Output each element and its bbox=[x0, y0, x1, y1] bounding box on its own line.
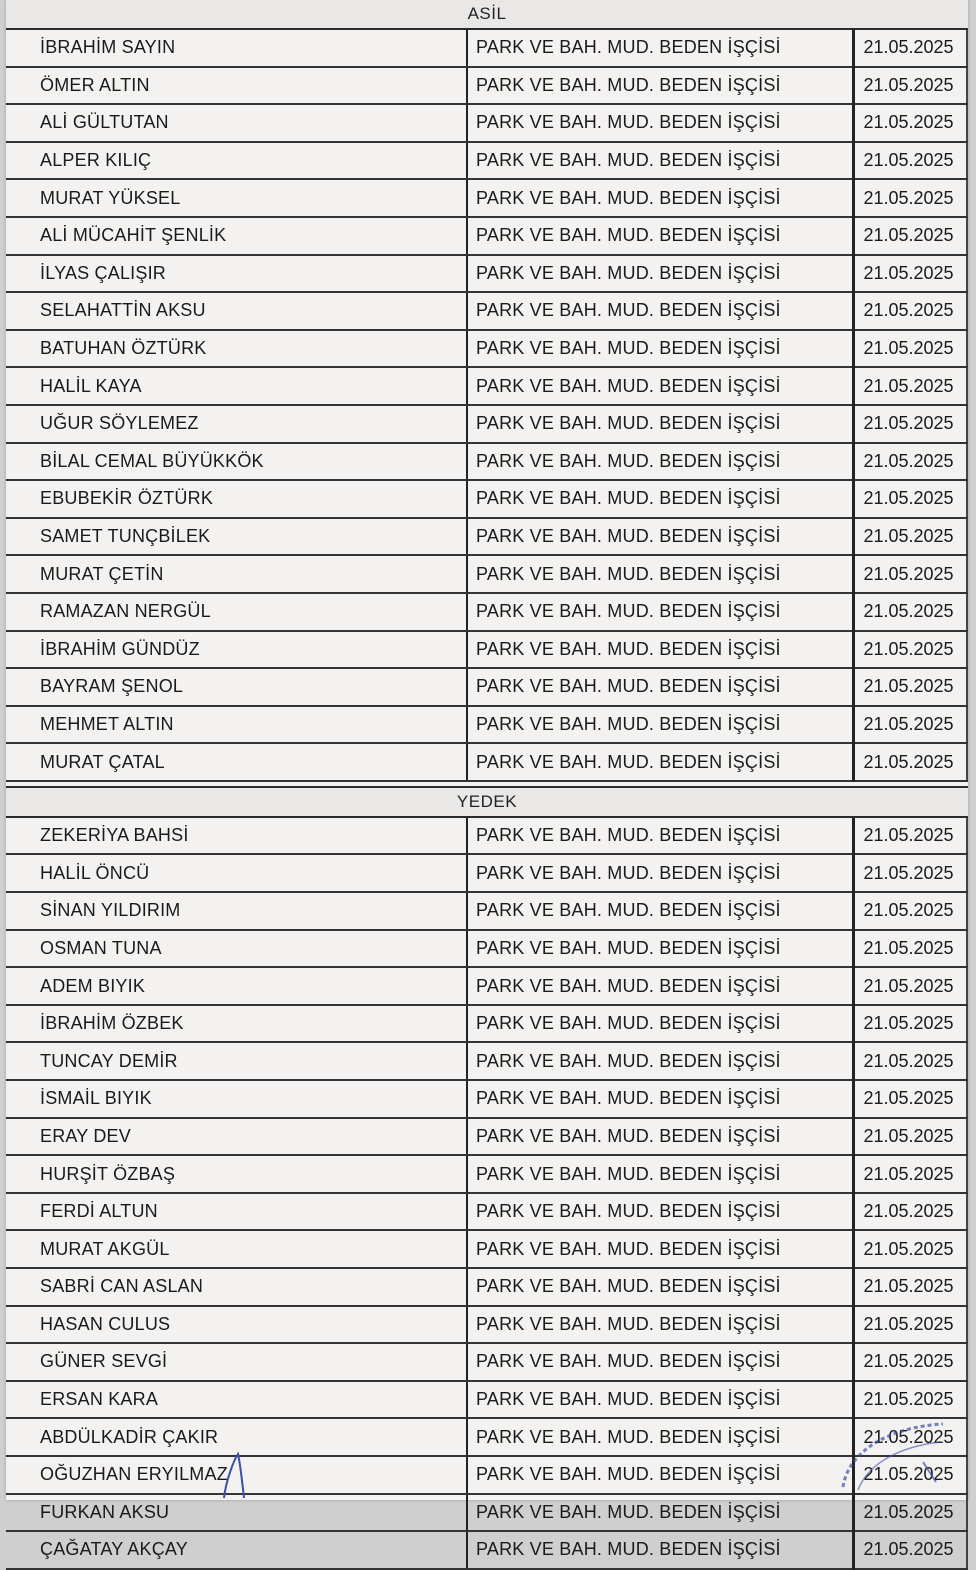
position-cell: PARK VE BAH. MUD. BEDEN İŞÇİSİ bbox=[467, 367, 854, 405]
position-cell: PARK VE BAH. MUD. BEDEN İŞÇİSİ bbox=[467, 892, 854, 930]
position-cell: PARK VE BAH. MUD. BEDEN İŞÇİSİ bbox=[467, 480, 854, 518]
date-cell: 21.05.2025 bbox=[854, 518, 968, 556]
date-cell: 21.05.2025 bbox=[854, 1531, 968, 1569]
table-row bbox=[6, 1230, 967, 1268]
position-cell: PARK VE BAH. MUD. BEDEN İŞÇİSİ bbox=[467, 255, 854, 293]
name-cell: TUNCAY DEMİR bbox=[6, 1042, 467, 1080]
name-cell: GÜNER SEVGİ bbox=[6, 1343, 467, 1381]
document-page bbox=[6, 0, 968, 1560]
position-cell: PARK VE BAH. MUD. BEDEN İŞÇİSİ bbox=[467, 967, 854, 1005]
position-cell: PARK VE BAH. MUD. BEDEN İŞÇİSİ bbox=[467, 818, 854, 855]
name-cell: SİNAN YILDIRIM bbox=[6, 892, 467, 930]
position-cell: PARK VE BAH. MUD. BEDEN İŞÇİSİ bbox=[467, 1456, 854, 1494]
table-row bbox=[6, 255, 967, 293]
name-cell: ERAY DEV bbox=[6, 1118, 467, 1156]
date-cell: 21.05.2025 bbox=[854, 593, 968, 631]
name-cell: ÇAĞATAY AKÇAY bbox=[6, 1531, 467, 1569]
position-cell: PARK VE BAH. MUD. BEDEN İŞÇİSİ bbox=[467, 67, 854, 105]
date-cell: 21.05.2025 bbox=[854, 1268, 968, 1306]
position-cell: PARK VE BAH. MUD. BEDEN İŞÇİSİ bbox=[467, 1418, 854, 1456]
table-row bbox=[6, 217, 967, 255]
date-cell: 21.05.2025 bbox=[854, 1230, 968, 1268]
position-cell: PARK VE BAH. MUD. BEDEN İŞÇİSİ bbox=[467, 330, 854, 368]
position-cell: PARK VE BAH. MUD. BEDEN İŞÇİSİ bbox=[467, 518, 854, 556]
name-cell: HURŞİT ÖZBAŞ bbox=[6, 1155, 467, 1193]
table-row bbox=[6, 367, 967, 405]
date-cell: 21.05.2025 bbox=[854, 1118, 968, 1156]
section-header-yedek: YEDEK bbox=[6, 786, 968, 818]
date-cell: 21.05.2025 bbox=[854, 854, 968, 892]
date-cell: 21.05.2025 bbox=[854, 480, 968, 518]
table-row bbox=[6, 1155, 967, 1193]
name-cell: ÖMER ALTIN bbox=[6, 67, 467, 105]
position-cell: PARK VE BAH. MUD. BEDEN İŞÇİSİ bbox=[467, 743, 854, 781]
position-cell: PARK VE BAH. MUD. BEDEN İŞÇİSİ bbox=[467, 1343, 854, 1381]
position-cell: PARK VE BAH. MUD. BEDEN İŞÇİSİ bbox=[467, 104, 854, 142]
table-row bbox=[6, 142, 967, 180]
table-row bbox=[6, 1080, 967, 1118]
name-cell: HALİL ÖNCÜ bbox=[6, 854, 467, 892]
table-row bbox=[6, 1042, 967, 1080]
table-row bbox=[6, 1193, 967, 1231]
table-row bbox=[6, 1306, 967, 1344]
date-cell: 21.05.2025 bbox=[854, 330, 968, 368]
name-cell: MURAT YÜKSEL bbox=[6, 179, 467, 217]
table-row bbox=[6, 104, 967, 142]
section-header-asil: ASİL bbox=[6, 0, 968, 30]
table-row bbox=[6, 1531, 967, 1569]
position-cell: PARK VE BAH. MUD. BEDEN İŞÇİSİ bbox=[467, 1155, 854, 1193]
position-cell: PARK VE BAH. MUD. BEDEN İŞÇİSİ bbox=[467, 1268, 854, 1306]
position-cell: PARK VE BAH. MUD. BEDEN İŞÇİSİ bbox=[467, 1381, 854, 1419]
name-cell: SELAHATTİN AKSU bbox=[6, 292, 467, 330]
date-cell: 21.05.2025 bbox=[854, 1381, 968, 1419]
table-row bbox=[6, 405, 967, 443]
table-row bbox=[6, 30, 967, 67]
table-row bbox=[6, 1381, 967, 1419]
date-cell: 21.05.2025 bbox=[854, 1418, 968, 1456]
table-row bbox=[6, 1005, 967, 1043]
position-cell: PARK VE BAH. MUD. BEDEN İŞÇİSİ bbox=[467, 1118, 854, 1156]
asil-table bbox=[6, 30, 968, 782]
table-row bbox=[6, 1494, 967, 1532]
date-cell: 21.05.2025 bbox=[854, 1080, 968, 1118]
name-cell: MURAT AKGÜL bbox=[6, 1230, 467, 1268]
date-cell: 21.05.2025 bbox=[854, 255, 968, 293]
table-row bbox=[6, 668, 967, 706]
name-cell: ALİ MÜCAHİT ŞENLİK bbox=[6, 217, 467, 255]
position-cell: PARK VE BAH. MUD. BEDEN İŞÇİSİ bbox=[467, 668, 854, 706]
position-cell: PARK VE BAH. MUD. BEDEN İŞÇİSİ bbox=[467, 1531, 854, 1569]
name-cell: MURAT ÇATAL bbox=[6, 743, 467, 781]
date-cell: 21.05.2025 bbox=[854, 1494, 968, 1532]
position-cell: PARK VE BAH. MUD. BEDEN İŞÇİSİ bbox=[467, 1306, 854, 1344]
date-cell: 21.05.2025 bbox=[854, 367, 968, 405]
position-cell: PARK VE BAH. MUD. BEDEN İŞÇİSİ bbox=[467, 1494, 854, 1532]
position-cell: PARK VE BAH. MUD. BEDEN İŞÇİSİ bbox=[467, 854, 854, 892]
date-cell: 21.05.2025 bbox=[854, 1005, 968, 1043]
name-cell: OĞUZHAN ERYILMAZ bbox=[6, 1456, 467, 1494]
name-cell: BATUHAN ÖZTÜRK bbox=[6, 330, 467, 368]
name-cell: FURKAN AKSU bbox=[6, 1494, 467, 1532]
date-cell: 21.05.2025 bbox=[854, 142, 968, 180]
position-cell: PARK VE BAH. MUD. BEDEN İŞÇİSİ bbox=[467, 217, 854, 255]
table-row bbox=[6, 1268, 967, 1306]
table-row bbox=[6, 292, 967, 330]
yedek-table bbox=[6, 818, 968, 1570]
date-cell: 21.05.2025 bbox=[854, 443, 968, 481]
date-cell: 21.05.2025 bbox=[854, 818, 968, 855]
table-row bbox=[6, 967, 967, 1005]
name-cell: SAMET TUNÇBİLEK bbox=[6, 518, 467, 556]
table-row bbox=[6, 743, 967, 781]
position-cell: PARK VE BAH. MUD. BEDEN İŞÇİSİ bbox=[467, 443, 854, 481]
name-cell: EBUBEKİR ÖZTÜRK bbox=[6, 480, 467, 518]
position-cell: PARK VE BAH. MUD. BEDEN İŞÇİSİ bbox=[467, 593, 854, 631]
date-cell: 21.05.2025 bbox=[854, 30, 968, 67]
date-cell: 21.05.2025 bbox=[854, 706, 968, 744]
name-cell: MURAT ÇETİN bbox=[6, 555, 467, 593]
table-row bbox=[6, 1456, 967, 1494]
table-row bbox=[6, 480, 967, 518]
name-cell: İLYAS ÇALIŞIR bbox=[6, 255, 467, 293]
position-cell: PARK VE BAH. MUD. BEDEN İŞÇİSİ bbox=[467, 1005, 854, 1043]
date-cell: 21.05.2025 bbox=[854, 179, 968, 217]
position-cell: PARK VE BAH. MUD. BEDEN İŞÇİSİ bbox=[467, 706, 854, 744]
table-row bbox=[6, 854, 967, 892]
date-cell: 21.05.2025 bbox=[854, 405, 968, 443]
name-cell: İBRAHİM SAYIN bbox=[6, 30, 467, 67]
table-row bbox=[6, 67, 967, 105]
name-cell: BİLAL CEMAL BÜYÜKKÖK bbox=[6, 443, 467, 481]
position-cell: PARK VE BAH. MUD. BEDEN İŞÇİSİ bbox=[467, 1042, 854, 1080]
date-cell: 21.05.2025 bbox=[854, 104, 968, 142]
position-cell: PARK VE BAH. MUD. BEDEN İŞÇİSİ bbox=[467, 1080, 854, 1118]
name-cell: MEHMET ALTIN bbox=[6, 706, 467, 744]
table-row bbox=[6, 555, 967, 593]
position-cell: PARK VE BAH. MUD. BEDEN İŞÇİSİ bbox=[467, 292, 854, 330]
position-cell: PARK VE BAH. MUD. BEDEN İŞÇİSİ bbox=[467, 30, 854, 67]
table-row bbox=[6, 1118, 967, 1156]
date-cell: 21.05.2025 bbox=[854, 1042, 968, 1080]
date-cell: 21.05.2025 bbox=[854, 967, 968, 1005]
position-cell: PARK VE BAH. MUD. BEDEN İŞÇİSİ bbox=[467, 179, 854, 217]
position-cell: PARK VE BAH. MUD. BEDEN İŞÇİSİ bbox=[467, 142, 854, 180]
name-cell: UĞUR SÖYLEMEZ bbox=[6, 405, 467, 443]
name-cell: ALPER KILIÇ bbox=[6, 142, 467, 180]
position-cell: PARK VE BAH. MUD. BEDEN İŞÇİSİ bbox=[467, 1193, 854, 1231]
table-row bbox=[6, 443, 967, 481]
name-cell: OSMAN TUNA bbox=[6, 930, 467, 968]
date-cell: 21.05.2025 bbox=[854, 930, 968, 968]
table-row bbox=[6, 179, 967, 217]
table-row bbox=[6, 892, 967, 930]
date-cell: 21.05.2025 bbox=[854, 1456, 968, 1494]
table-row bbox=[6, 1343, 967, 1381]
name-cell: ABDÜLKADİR ÇAKIR bbox=[6, 1418, 467, 1456]
table-row bbox=[6, 930, 967, 968]
name-cell: İSMAİL BIYIK bbox=[6, 1080, 467, 1118]
table-row bbox=[6, 593, 967, 631]
date-cell: 21.05.2025 bbox=[854, 631, 968, 669]
table-row bbox=[6, 518, 967, 556]
date-cell: 21.05.2025 bbox=[854, 555, 968, 593]
name-cell: ALİ GÜLTUTAN bbox=[6, 104, 467, 142]
date-cell: 21.05.2025 bbox=[854, 892, 968, 930]
date-cell: 21.05.2025 bbox=[854, 1306, 968, 1344]
table-row bbox=[6, 706, 967, 744]
date-cell: 21.05.2025 bbox=[854, 1193, 968, 1231]
table-row bbox=[6, 1418, 967, 1456]
date-cell: 21.05.2025 bbox=[854, 1343, 968, 1381]
date-cell: 21.05.2025 bbox=[854, 668, 968, 706]
date-cell: 21.05.2025 bbox=[854, 292, 968, 330]
position-cell: PARK VE BAH. MUD. BEDEN İŞÇİSİ bbox=[467, 930, 854, 968]
name-cell: ADEM BIYIK bbox=[6, 967, 467, 1005]
name-cell: İBRAHİM GÜNDÜZ bbox=[6, 631, 467, 669]
name-cell: BAYRAM ŞENOL bbox=[6, 668, 467, 706]
position-cell: PARK VE BAH. MUD. BEDEN İŞÇİSİ bbox=[467, 631, 854, 669]
table-row bbox=[6, 330, 967, 368]
name-cell: FERDİ ALTUN bbox=[6, 1193, 467, 1231]
date-cell: 21.05.2025 bbox=[854, 1155, 968, 1193]
name-cell: SABRİ CAN ASLAN bbox=[6, 1268, 467, 1306]
name-cell: HALİL KAYA bbox=[6, 367, 467, 405]
position-cell: PARK VE BAH. MUD. BEDEN İŞÇİSİ bbox=[467, 1230, 854, 1268]
position-cell: PARK VE BAH. MUD. BEDEN İŞÇİSİ bbox=[467, 555, 854, 593]
date-cell: 21.05.2025 bbox=[854, 743, 968, 781]
table-row bbox=[6, 818, 967, 855]
name-cell: ERSAN KARA bbox=[6, 1381, 467, 1419]
name-cell: ZEKERİYA BAHSİ bbox=[6, 818, 467, 855]
date-cell: 21.05.2025 bbox=[854, 217, 968, 255]
name-cell: RAMAZAN NERGÜL bbox=[6, 593, 467, 631]
table-row bbox=[6, 631, 967, 669]
name-cell: HASAN CULUS bbox=[6, 1306, 467, 1344]
date-cell: 21.05.2025 bbox=[854, 67, 968, 105]
position-cell: PARK VE BAH. MUD. BEDEN İŞÇİSİ bbox=[467, 405, 854, 443]
name-cell: İBRAHİM ÖZBEK bbox=[6, 1005, 467, 1043]
